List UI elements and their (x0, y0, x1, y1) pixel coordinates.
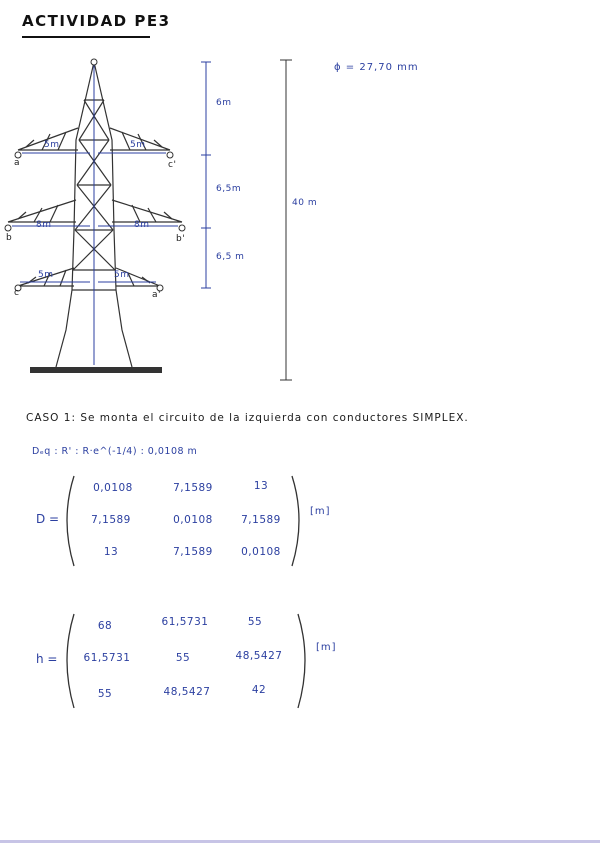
h-cell-0-0: 68 (97, 620, 113, 632)
h-cell-0-2: 55 (247, 616, 263, 628)
d-cell-0-1: 7,1589 (173, 482, 213, 494)
matrix-d-unit: [m] (310, 506, 331, 517)
phase-label-b: b (6, 233, 13, 243)
matrix-d-label: D = (36, 512, 60, 526)
h-cell-1-1: 55 (175, 652, 191, 664)
tower-body (8, 62, 182, 367)
bottom-rule (0, 840, 600, 843)
h-cell-2-0: 55 (97, 688, 113, 700)
d-cell-2-0: 13 (103, 546, 119, 558)
arm-width-low-left: 5m (38, 270, 54, 280)
page-title: ACTIVIDAD PE3 (22, 12, 171, 30)
d-cell-1-1: 0,0108 (173, 514, 213, 526)
d-cell-0-2: 13 (253, 480, 269, 492)
phase-label-b-prime: b' (176, 234, 186, 244)
phase-label-c-prime: c' (168, 160, 177, 170)
arm-width-mid-left: 8m (36, 220, 52, 230)
h-cell-0-1: 61,5731 (161, 616, 209, 628)
d-cell-2-2: 0,0108 (241, 546, 281, 558)
phase-label-c: c (14, 288, 20, 298)
phase-label-a-prime: a' (152, 290, 161, 300)
d-cell-1-0: 7,1589 (91, 514, 131, 526)
conductor-diameter: ϕ = 27,70 mm (334, 62, 419, 73)
arm-width-mid-right: 8m (134, 220, 150, 230)
h-cell-2-2: 42 (251, 684, 267, 696)
caso-statement: CASO 1: Se monta el circuito de la izquierda con conductores SIMPLEX. (26, 412, 469, 424)
ground-line (30, 367, 162, 373)
vertical-dim-3: 6,5 m (216, 252, 245, 262)
h-cell-1-2: 48,5427 (235, 650, 283, 662)
arm-width-top-left: 5m (44, 140, 60, 150)
matrix-h-label: h = (36, 652, 58, 666)
d-cell-0-0: 0,0108 (93, 482, 133, 494)
arm-width-top-right: 5m (130, 140, 146, 150)
d-cell-1-2: 7,1589 (241, 514, 281, 526)
vertical-dim-2: 6,5m (216, 184, 242, 194)
deq-formula: Dₑq : R' : R·e^(-1/4) : 0,0108 m (32, 446, 198, 457)
phase-label-a: a (14, 158, 21, 168)
vertical-dim-1: 6m (216, 98, 232, 108)
arm-width-low-right: 5m (114, 270, 130, 280)
total-height-label: 40 m (292, 198, 318, 208)
h-cell-1-0: 61,5731 (83, 652, 131, 664)
h-cell-2-1: 48,5427 (163, 686, 211, 698)
d-cell-2-1: 7,1589 (173, 546, 213, 558)
matrix-h-unit: [m] (316, 642, 337, 653)
